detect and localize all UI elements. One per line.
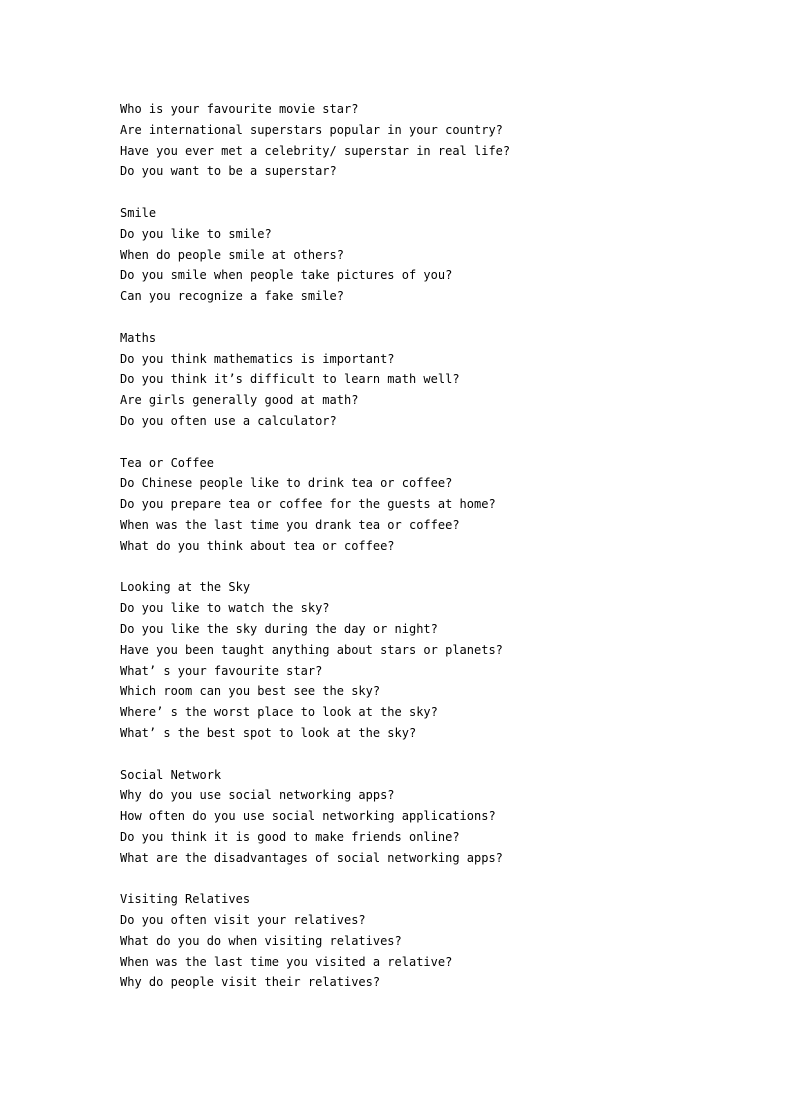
question-line: Why do people visit their relatives? <box>120 975 381 990</box>
question-line: How often do you use social networking applications? <box>120 809 496 824</box>
question-line: What’ s the best spot to look at the sky? <box>120 725 417 740</box>
section-heading: Looking at the Sky <box>120 580 251 595</box>
question-line: Do you often use a calculator? <box>120 413 337 428</box>
section-heading: Maths <box>120 330 157 345</box>
section <box>120 765 760 869</box>
section <box>120 203 760 307</box>
question-line: Do you like the sky during the day or night? <box>120 621 438 636</box>
question-line: Are girls generally good at math? <box>120 393 359 408</box>
document-body <box>120 99 760 993</box>
question-line: Where’ s the worst place to look at the sky? <box>120 705 438 720</box>
section-heading: Tea or Coffee <box>120 455 214 470</box>
question-line: Do you smile when people take pictures of you? <box>120 268 453 283</box>
question-line: Do you think mathematics is important? <box>120 351 395 366</box>
section <box>120 328 760 432</box>
question-line: When was the last time you drank tea or coffee? <box>120 517 460 532</box>
question-line: Do you prepare tea or coffee for the guests at home? <box>120 497 496 512</box>
section <box>120 453 760 557</box>
question-line: Do you want to be a superstar? <box>120 164 337 179</box>
question-line: Why do you use social networking apps? <box>120 788 395 803</box>
section-heading: Visiting Relatives <box>120 892 251 907</box>
question-line: Do you think it is good to make friends online? <box>120 829 460 844</box>
question-line: Can you recognize a fake smile? <box>120 289 344 304</box>
question-line: What are the disadvantages of social networking apps? <box>120 850 503 865</box>
section-heading: Social Network <box>120 767 222 782</box>
section-heading: Smile <box>120 205 157 220</box>
question-line: Who is your favourite movie star? <box>120 102 359 116</box>
question-line: What do you think about tea or coffee? <box>120 538 395 553</box>
question-line: Do Chinese people like to drink tea or coffee? <box>120 476 453 491</box>
question-line: What’ s your favourite star? <box>120 663 323 678</box>
question-line: Are international superstars popular in your country? <box>120 122 503 137</box>
section <box>120 577 760 743</box>
section <box>120 889 760 993</box>
question-line: When was the last time you visited a relative? <box>120 954 453 969</box>
question-line: Have you ever met a celebrity/ superstar in real life? <box>120 143 511 158</box>
section <box>120 99 760 182</box>
question-line: What do you do when visiting relatives? <box>120 933 402 948</box>
question-line: Do you like to watch the sky? <box>120 601 330 616</box>
question-line: Have you been taught anything about stars or planets? <box>120 642 503 657</box>
question-line: Do you often visit your relatives? <box>120 913 366 928</box>
question-line: Do you like to smile? <box>120 226 272 241</box>
question-line: When do people smile at others? <box>120 247 344 262</box>
question-line: Do you think it’s difficult to learn math well? <box>120 372 460 387</box>
question-line: Which room can you best see the sky? <box>120 684 381 699</box>
